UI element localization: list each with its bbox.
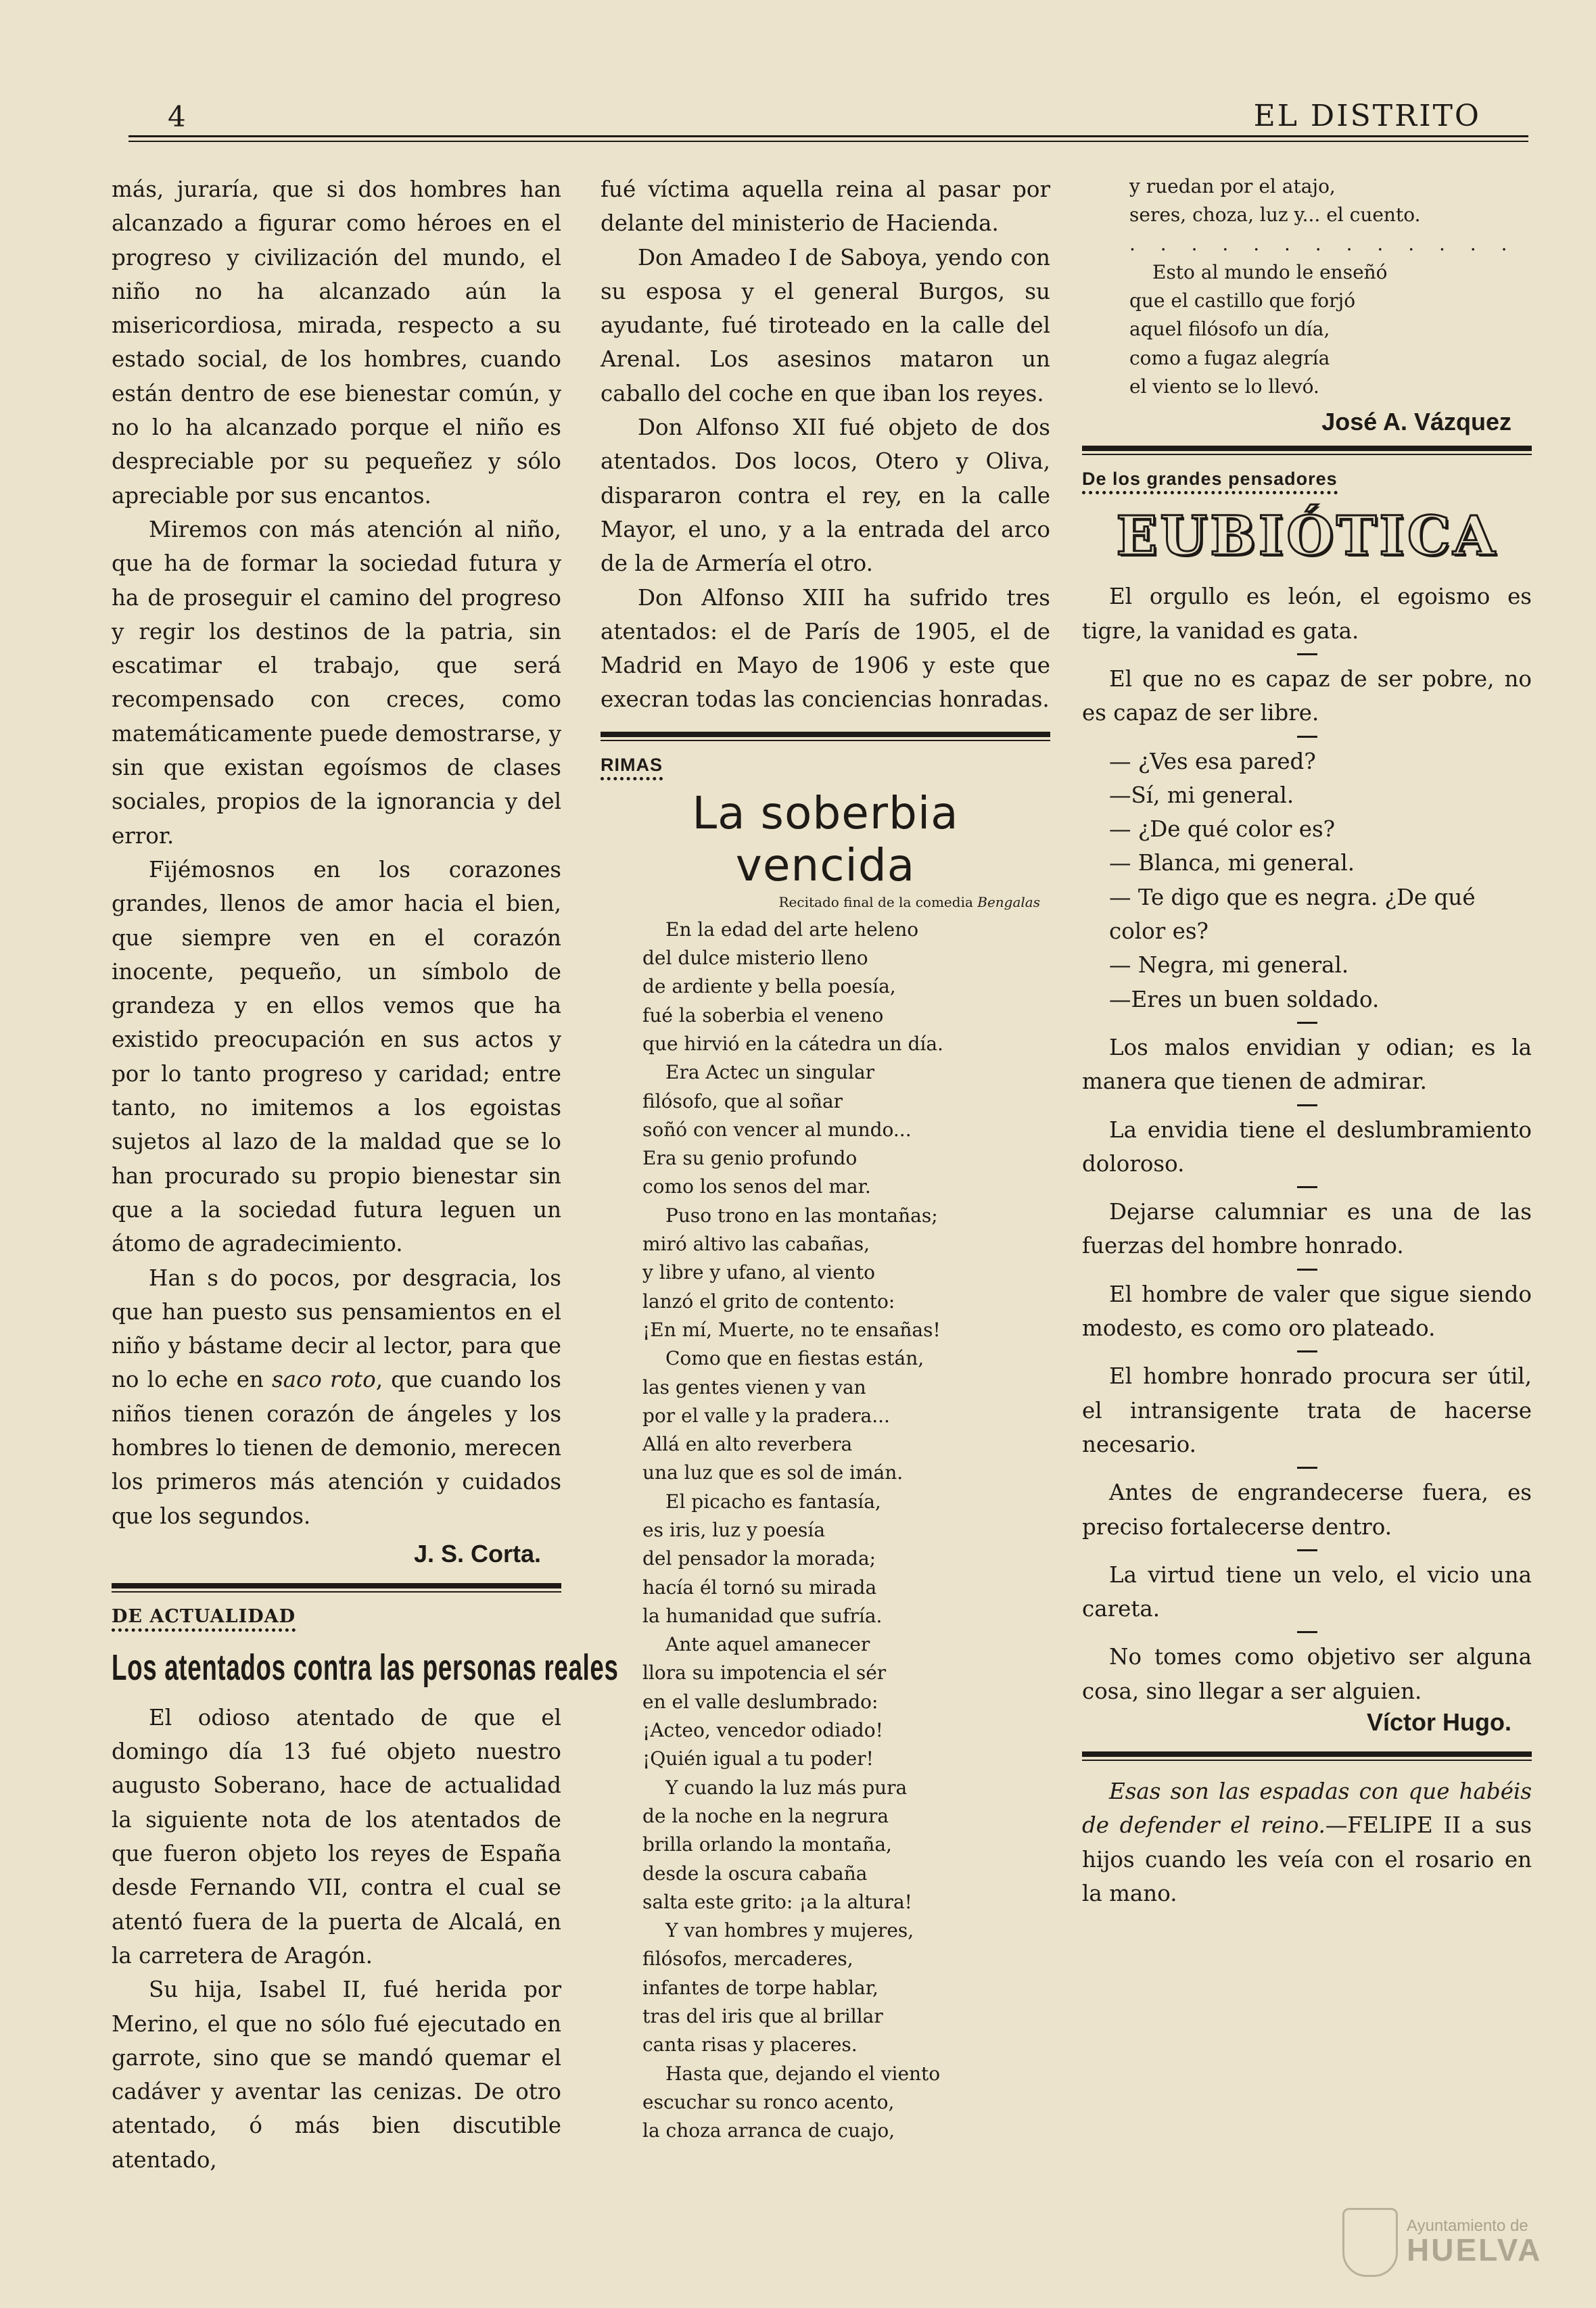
maxim: Los malos envidian y odian; es la manera que tienen de admirar. xyxy=(1082,1034,1532,1095)
poem-line: brilla orlando la montaña, xyxy=(642,1833,892,1856)
poem-line: fué la soberbia el veneno xyxy=(642,1004,884,1027)
poem-line: el viento se lo llevó. xyxy=(1129,375,1319,398)
poem-line: llora su impotencia el sér xyxy=(642,1662,887,1685)
paragraph: Don Alfonso XIII ha sufrido tres atentados: el de París de 1905, el de Madrid en Mayo de 1906 y este que execran todas las conciencias honradas. xyxy=(601,584,1050,713)
dialogue-line: —Sí, mi general. xyxy=(1109,782,1294,808)
section-kicker: DE ACTUALIDAD xyxy=(112,1606,296,1632)
separator xyxy=(1297,1186,1317,1188)
poem-line: Puso trono en las montañas; xyxy=(665,1204,938,1227)
dialogue-line: — ¿De qué color es? xyxy=(1109,816,1336,843)
poem-note: Recitado final de la comedia Bengalas xyxy=(778,893,1040,910)
paragraph: Fijémosnos en los corazones grandes, llenos de amor hacia el bien, que siempre ven en el corazón inocente, pequeño, un símbolo de grandeza y en ellos vemos que ha existido preocupación en sus actos y por lo tanto progreso y caridad; entre tanto, no imitemos a los egoistas sujetos al lazo de la maldad que se lo han procurado su propio bienestar sin que a la sociedad futura leguen un átomo de agradecimiento. xyxy=(112,856,561,1257)
poem-line: la humanidad que sufría. xyxy=(642,1604,883,1627)
separator xyxy=(1297,736,1317,738)
journal-title: EL DISTRITO xyxy=(1253,99,1481,133)
poem-line: que el castillo que forjó xyxy=(1129,289,1356,312)
city-seal-icon xyxy=(1342,2208,1398,2277)
dialogue-line: —Eres un buen soldado. xyxy=(1109,986,1380,1012)
separator xyxy=(1297,1104,1317,1106)
separator xyxy=(1297,1467,1317,1469)
header-rule xyxy=(128,135,1528,142)
maxim: El que no es capaz de ser pobre, no es capaz de ser libre. xyxy=(1082,665,1532,726)
poem-line: soñó con vencer al mundo... xyxy=(642,1118,912,1141)
poem-line: Ante aquel amanecer xyxy=(665,1633,870,1656)
poem-line: como los senos del mar. xyxy=(642,1175,871,1198)
poem-line: del dulce misterio lleno xyxy=(642,947,868,970)
signature: Víctor Hugo. xyxy=(1367,1708,1511,1736)
signature: J. S. Corta. xyxy=(413,1539,541,1568)
maxim: El orgullo es león, el egoismo es tigre, la vanidad es gata. xyxy=(1082,584,1532,644)
separator xyxy=(1297,653,1317,655)
poem-line: tras del iris que al brillar xyxy=(642,2005,883,2028)
poem-line: aquel filósofo un día, xyxy=(1129,318,1330,341)
poem-line: Allá en alto reverbera xyxy=(642,1433,853,1456)
poem-line: y ruedan por el atajo, xyxy=(1129,175,1336,197)
poem-line: ¡En mí, Muerte, no te ensañas! xyxy=(642,1318,941,1341)
poem-line: infantes de torpe hablar, xyxy=(642,1976,878,1999)
column-2 xyxy=(601,172,1050,2146)
maxims-list xyxy=(1082,1031,1532,1708)
poem-line: la choza arranca de cuajo, xyxy=(642,2119,895,2142)
section-kicker: De los grandes pensadores xyxy=(1082,469,1338,494)
poem-line: Esto al mundo le enseñó xyxy=(1152,260,1388,283)
maxim: No tomes como objetivo ser alguna cosa, sino llegar a ser alguien. xyxy=(1082,1644,1532,1704)
poem-line: y libre y ufano, al viento xyxy=(642,1261,875,1284)
poem-line: Como que en fiestas están, xyxy=(665,1347,924,1370)
poem-line: las gentes vienen y van xyxy=(642,1375,866,1398)
poem-signature: José A. Vázquez xyxy=(1321,408,1511,436)
poem-line: Hasta que, dejando el viento xyxy=(665,2062,941,2085)
poem-line: filósofo, que al soñar xyxy=(642,1089,843,1112)
column-1 xyxy=(112,172,619,2177)
article-headline: Los atentados contra las personas reales xyxy=(112,1647,619,1688)
maxim: Dejarse calumniar es una de las fuerzas del hombre honrado. xyxy=(1082,1199,1532,1259)
maxim: La virtud tiene un velo, el vicio una careta. xyxy=(1082,1561,1532,1622)
section-headline: EUBIÓTICA xyxy=(1116,504,1498,568)
dialogue-line: — ¿Ves esa pared? xyxy=(1109,748,1316,774)
section-rule xyxy=(1082,1751,1532,1761)
poem-line: El picacho es fantasía, xyxy=(665,1490,881,1513)
paragraph: Miremos con más atención al niño, que ha de formar la sociedad futura y ha de proseguir el camino del progreso y regir los destinos de la patria, sin escatimar el trabajo, que será recompensado con creces, como matemáticamente puede demostrarse, y sin que existan egoísmos de clases sociales, propios de la ignorancia y del error. xyxy=(112,516,561,849)
poem-line: hacía él tornó su mirada xyxy=(642,1576,877,1599)
separator xyxy=(1297,1269,1317,1271)
poem-line: Y van hombres y mujeres, xyxy=(665,1919,914,1942)
section-rule xyxy=(601,732,1050,741)
poem-line: desde la oscura cabaña xyxy=(642,1862,868,1885)
dialogue-line: — Te digo que es negra. ¿De qué color es? xyxy=(1109,884,1476,945)
poem-line: lanzó el grito de contento: xyxy=(642,1290,895,1313)
poem-end xyxy=(1082,172,1532,401)
poem-line: de la noche en la negrura xyxy=(642,1804,889,1827)
separator xyxy=(1297,1549,1317,1551)
poem-line: canta risas y placeres. xyxy=(642,2033,858,2056)
poem-title: La soberbia vencida xyxy=(692,786,959,891)
page-number: 4 xyxy=(168,100,186,133)
poem-line: como a fugaz alegría xyxy=(1129,346,1330,369)
poem-line: filósofos, mercaderes, xyxy=(642,1948,853,1971)
maxim: El hombre de valer que sigue siendo modesto, es como oro plateado. xyxy=(1082,1281,1532,1342)
poem-line: ¡Quién igual a tu poder! xyxy=(642,1747,874,1770)
paragraph: fué víctima aquella reina al pasar por delante del ministerio de Hacienda. xyxy=(601,176,1050,237)
poem-line: del pensador la morada; xyxy=(642,1547,876,1570)
poem-line: de ardiente y bella poesía, xyxy=(642,975,896,998)
poem-line: . . . . . . . . . . . . . xyxy=(1129,232,1517,255)
watermark-line2: HUELVA xyxy=(1407,2232,1543,2267)
paragraph: El odioso atentado de que el domingo día 13 fué objeto nuestro augusto Soberano, hace de actualidad la siguiente nota de los atentados de que fueron objeto los reyes de España desde Fernando VII, contra el cual se atentó fuera de la puerta de Alcalá, en la carretera de Aragón. xyxy=(112,1704,561,1969)
maxim: Antes de engrandecerse fuera, es preciso fortalecerse dentro. xyxy=(1082,1480,1532,1540)
poem xyxy=(601,916,1050,2146)
section-kicker: RIMAS xyxy=(601,755,663,780)
section-rule xyxy=(112,1583,561,1593)
dialogue xyxy=(1082,745,1532,1016)
poem-line: una luz que es sol de imán. xyxy=(642,1461,903,1484)
poem-line: escuchar su ronco acento, xyxy=(642,2090,895,2113)
watermark-line1: Ayuntamiento de xyxy=(1407,2217,1528,2235)
paragraph: Don Alfonso XII fué objeto de dos atentados. Dos locos, Otero y Oliva, dispararon contra el rey, en la calle Mayor, el uno, y a la entrada del arco de la de Armería el otro. xyxy=(601,415,1050,577)
poem-line: en el valle deslumbrado: xyxy=(642,1690,878,1713)
italic-phrase: saco roto xyxy=(271,1367,376,1393)
poem-line: Y cuando la luz más pura xyxy=(665,1776,908,1799)
paragraph: más, juraría, que si dos hombres han alcanzado a figurar como héroes en el progreso y civilización del mundo, el niño no ha alcanzado aún la misericordiosa, mirada, respecto a su estado social, de los hombres, cuando están dentro de ese bienestar común, y no lo ha alcanzado porque el niño es despreciable por su pequeñez y sólo apreciable por sus encantos. xyxy=(112,176,561,509)
separator xyxy=(1297,1631,1317,1633)
separator xyxy=(1297,1022,1317,1024)
maxim: La envidia tiene el deslumbramiento doloroso. xyxy=(1082,1116,1532,1177)
dialogue-line: — Blanca, mi general. xyxy=(1109,850,1355,876)
historic-quote: Esas son las espadas con que habéis de defender el reino.—FELIPE II a sus hijos cuando les veía con el rosario en la mano. xyxy=(1082,1778,1532,1906)
separator xyxy=(1297,1350,1317,1352)
poem-line: es iris, luz y poesía xyxy=(642,1518,826,1541)
poem-line: por el valle y la pradera... xyxy=(642,1404,890,1427)
poem-line: ¡Acteo, vencedor odiado! xyxy=(642,1719,883,1742)
poem-line: que hirvió en la cátedra un día. xyxy=(642,1032,943,1055)
poem-line: Era su genio profundo xyxy=(642,1147,858,1170)
dialogue-line: — Negra, mi general. xyxy=(1109,952,1349,979)
poem-line: Era Actec un singular xyxy=(665,1061,875,1084)
paragraph: Han s do pocos, por desgracia, los que han puesto sus pensamientos en el niño y bástame decir al lector, para que no lo eche en saco roto, que cuando los niños tienen corazón de ángeles y los hombres lo tienen de demonio, merecen los primeros más atención y cuidados que los segundos. xyxy=(112,1265,561,1529)
poem-line: miró altivo las cabañas, xyxy=(642,1233,870,1256)
page-header xyxy=(128,95,1481,135)
column-3 xyxy=(1082,172,1532,1910)
paragraph: Su hija, Isabel II, fué herida por Merino, el que no sólo fué ejecutado en garrote, sino que se mandó quemar el cadáver y aventar las cenizas. De otro atentado, ó más bien discutible atentado, xyxy=(112,1977,561,2173)
poem-line: seres, choza, luz y... el cuento. xyxy=(1129,204,1421,227)
maxim: El hombre honrado procura ser útil, el intransigente trata de hacerse necesario. xyxy=(1082,1363,1532,1457)
poem-line: salta este grito: ¡a la altura! xyxy=(642,1890,912,1913)
paragraph: Don Amadeo I de Saboya, yendo con su esposa y el general Burgos, su ayudante, fué tiroteado en la calle del Arenal. Los asesinos mataron un caballo del coche en que iban los reyes. xyxy=(601,244,1050,406)
section-rule xyxy=(1082,446,1532,455)
poem-line: En la edad del arte heleno xyxy=(665,918,919,941)
